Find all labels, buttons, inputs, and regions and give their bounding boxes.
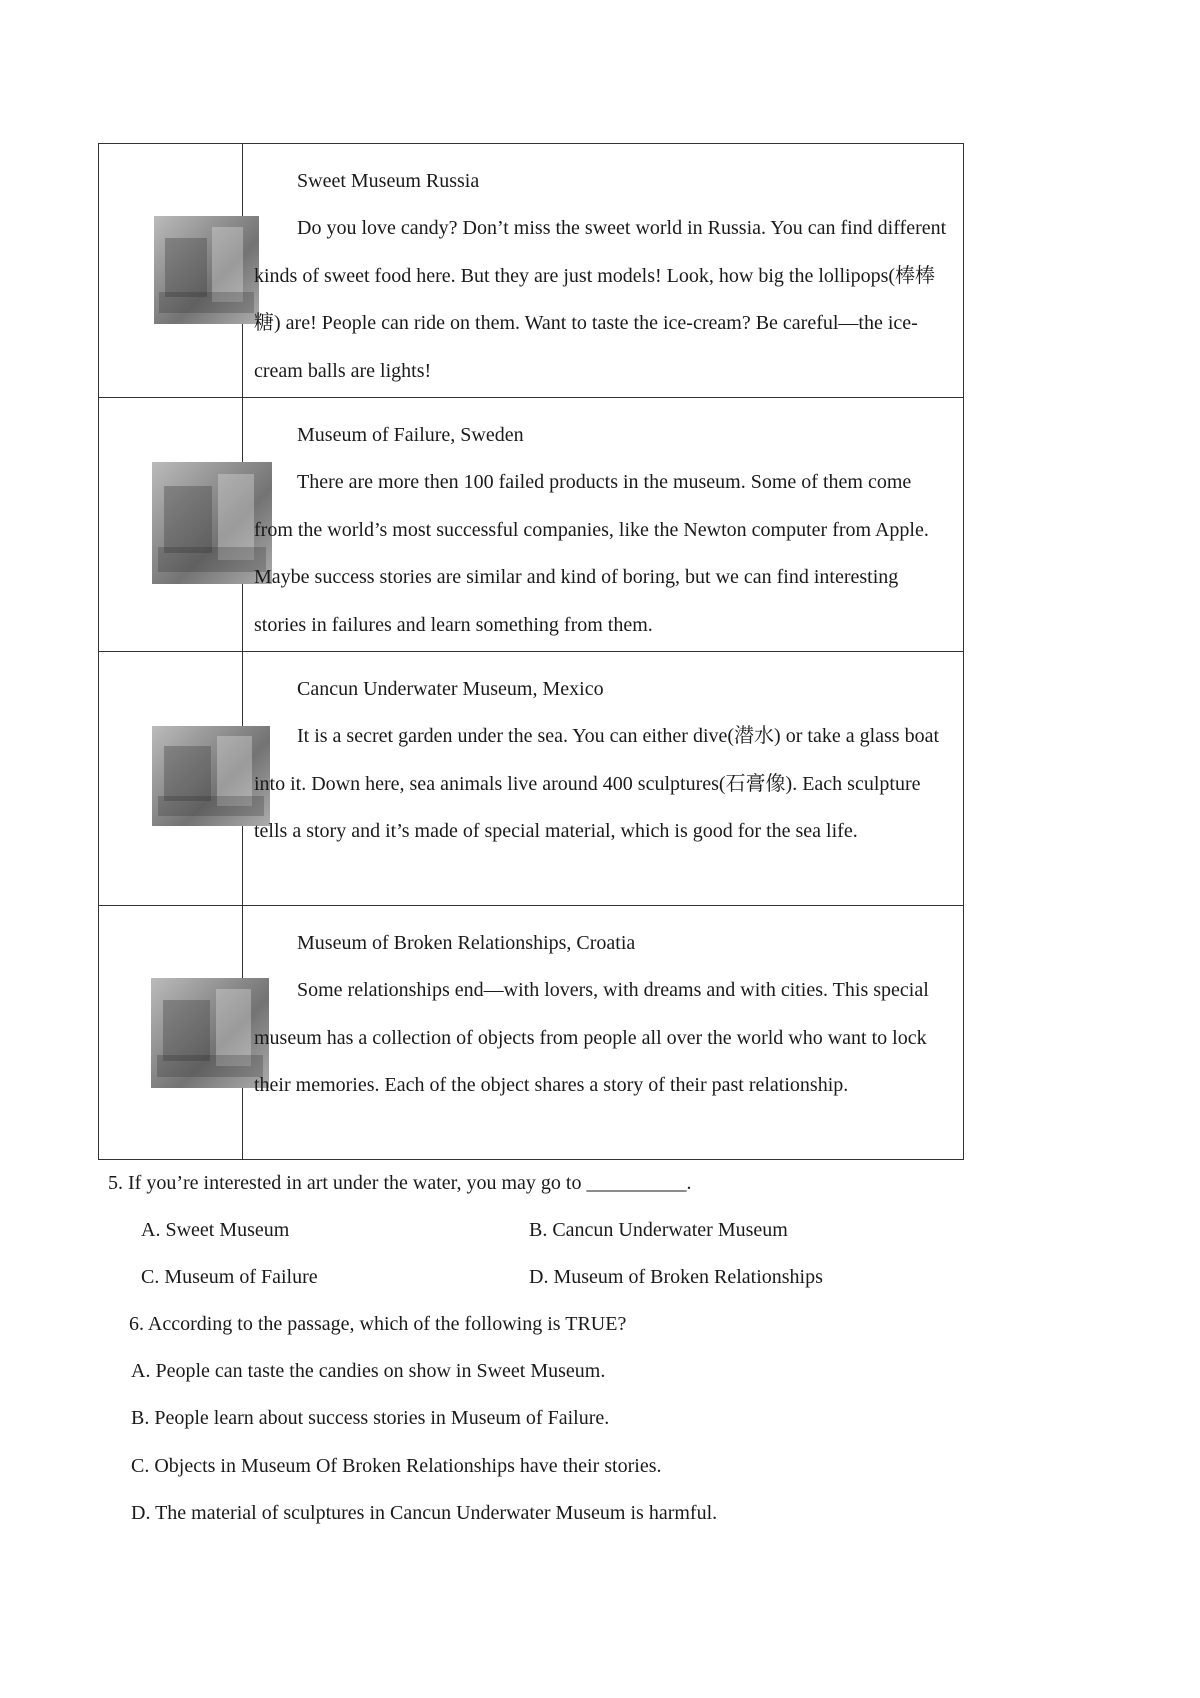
question-6-option-d: D. The material of sculptures in Cancun Underwater Museum is harmful. xyxy=(131,1502,718,1524)
photo-cell xyxy=(99,398,243,652)
museum-title: Museum of Failure, Sweden xyxy=(297,424,524,446)
museum-description: There are more then 100 failed products in the museum. Some of them come from the world’s most successful companies, like the Newton computer from Apple. Maybe success stories are similar and kind of boring, but we can find interesting stories in failures and learn something from them. xyxy=(254,471,929,636)
question-6-option-a: A. People can taste the candies on show in Sweet Museum. xyxy=(131,1360,606,1382)
question-6-option-c: C. Objects in Museum Of Broken Relationships have their stories. xyxy=(131,1455,662,1477)
museum-table xyxy=(98,143,964,1160)
table-row xyxy=(99,144,964,398)
table-row xyxy=(99,906,964,1160)
question-6-option-b: B. People learn about success stories in Museum of Failure. xyxy=(131,1407,610,1429)
question-5-option-c: C. Museum of Failure xyxy=(141,1266,318,1288)
question-6-stem: 6. According to the passage, which of the following is TRUE? xyxy=(129,1313,627,1335)
photo-cell xyxy=(99,906,243,1160)
museum-title: Cancun Underwater Museum, Mexico xyxy=(297,678,604,700)
text-cell xyxy=(243,144,964,398)
question-5-option-d: D. Museum of Broken Relationships xyxy=(529,1266,823,1288)
text-cell xyxy=(243,398,964,652)
table-row xyxy=(99,652,964,906)
photo-cell xyxy=(99,652,243,906)
museum-description: Do you love candy? Don’t miss the sweet world in Russia. You can find different kinds of sweet food here. But they are just models! Look, how big the lollipops(棒棒糖) are! People can ride on them. Want to taste the ice-cream? Be careful—the ice-cream balls are lights! xyxy=(254,217,947,382)
question-5-option-b: B. Cancun Underwater Museum xyxy=(529,1219,788,1241)
text-cell xyxy=(243,906,964,1160)
photo-cell xyxy=(99,144,243,398)
question-5-stem: 5. If you’re interested in art under the water, you may go to __________. xyxy=(108,1172,692,1194)
museum-title: Sweet Museum Russia xyxy=(297,170,480,192)
table-row xyxy=(99,398,964,652)
museum-description: It is a secret garden under the sea. You can either dive(潜水) or take a glass boat into it. Down here, sea animals live around 400 sculptures(石膏像). Each sculpture tells a story and it’s made of special material, which is good for the sea life. xyxy=(254,725,940,842)
text-cell xyxy=(243,652,964,906)
museum-description: Some relationships end—with lovers, with dreams and with cities. This special museum has a collection of objects from people all over the world who want to lock their memories. Each of the object shares a story of their past relationship. xyxy=(254,979,929,1096)
question-5-option-a: A. Sweet Museum xyxy=(141,1219,290,1241)
museum-title: Museum of Broken Relationships, Croatia xyxy=(297,932,636,954)
